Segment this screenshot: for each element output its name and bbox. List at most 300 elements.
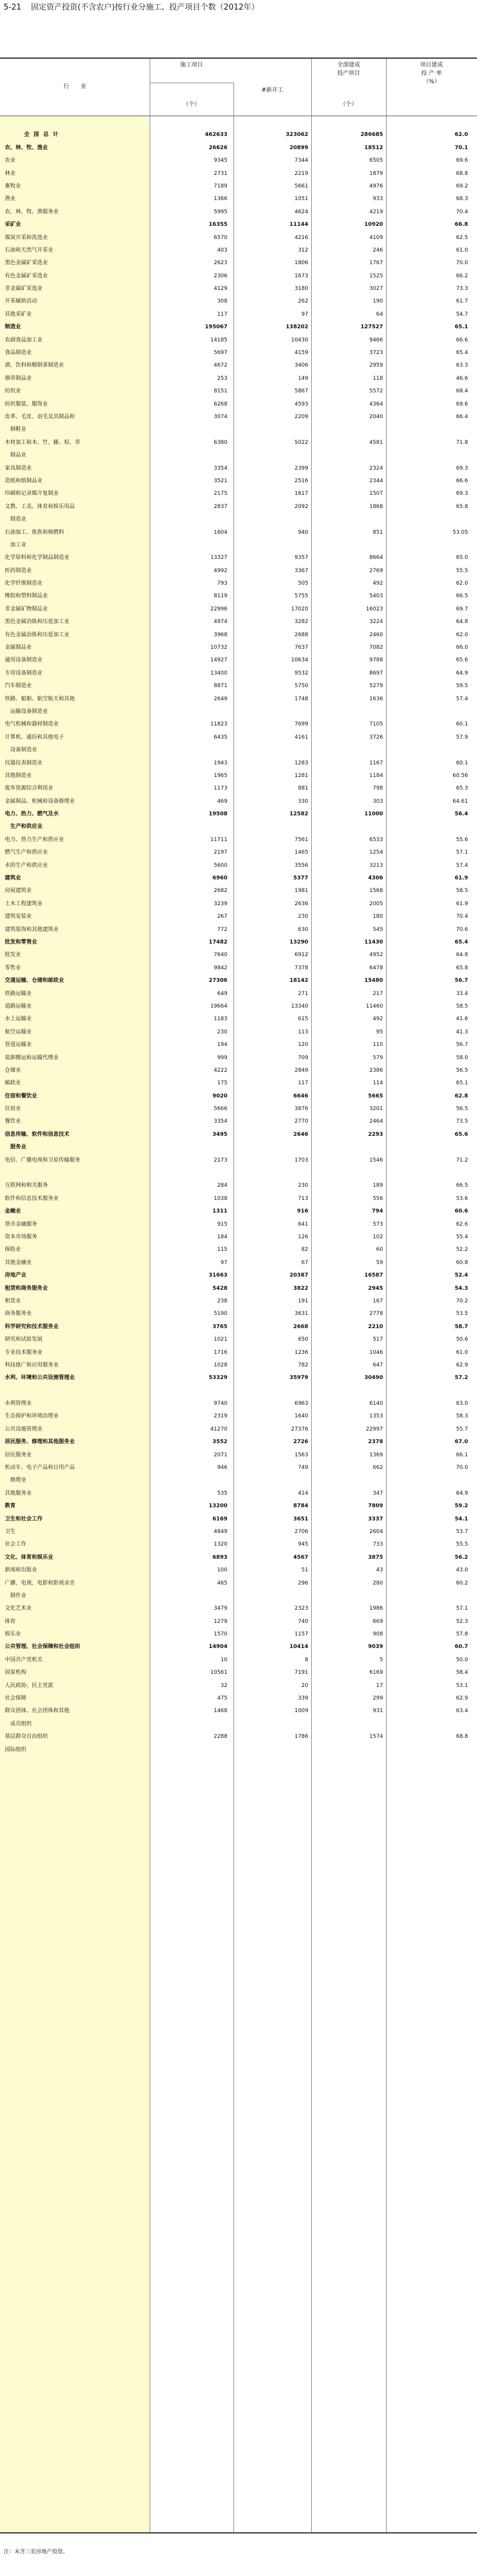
completion-rate: 58.7	[454, 1323, 468, 1330]
completion-rate: 56.4	[454, 811, 468, 818]
table-row	[0, 1628, 477, 1641]
table-row	[0, 846, 477, 859]
completed-count: 7809	[367, 1503, 383, 1510]
table-row	[0, 116, 477, 129]
table-row	[0, 1257, 477, 1269]
header-completed-line2: 投产项目	[337, 70, 360, 77]
completion-rate: 62.0	[455, 580, 468, 587]
completion-rate: 56.5	[455, 1106, 468, 1112]
completed-count: 11460	[366, 1003, 383, 1009]
construction-count: 2319	[214, 1413, 227, 1420]
construction-count: 1965	[214, 772, 227, 779]
completed-count: 1507	[369, 491, 383, 497]
construction-count: 8119	[214, 593, 227, 600]
completed-count: 1574	[369, 1734, 383, 1740]
row-label: 科技推广和应用服务业	[5, 1362, 59, 1368]
row-label: 金属制品、机械和设备修理业	[5, 798, 75, 805]
construction-count: 4849	[214, 1528, 227, 1535]
new-start-count: 749	[297, 1465, 308, 1471]
completed-count: 11000	[364, 811, 383, 818]
completion-rate: 65.8	[455, 965, 468, 971]
new-start-count: 51	[301, 1567, 308, 1574]
completion-rate: 58.5	[455, 1003, 468, 1009]
new-start-count: 8784	[293, 1503, 308, 1510]
row-label: 皮革、毛皮、羽毛及其制品和	[5, 413, 75, 420]
new-start-count: 2209	[294, 413, 308, 420]
completion-rate: 60.8	[455, 1259, 468, 1266]
table-row	[0, 1436, 477, 1449]
row-label: 制造业	[5, 324, 22, 331]
construction-count: 2682	[214, 888, 227, 894]
construction-count: 230	[217, 1029, 227, 1035]
row-label: 装卸搬运和运输代理业	[5, 1054, 59, 1061]
row-label: 燃气生产和供应业	[5, 849, 48, 856]
completed-count: 60	[376, 1247, 383, 1253]
completed-count: 4952	[369, 952, 383, 959]
table-row	[0, 1269, 477, 1282]
row-label: 资本市场服务	[5, 1233, 38, 1240]
table-row	[0, 488, 477, 500]
completed-count: 6140	[369, 1401, 383, 1407]
completed-count: 1767	[369, 260, 383, 267]
header-construction-projects: 施工项目	[180, 62, 203, 68]
table-row	[0, 1231, 477, 1244]
completion-rate: 68.4	[455, 388, 468, 395]
row-label: 货币金融服务	[5, 1221, 38, 1227]
row-label: 木材加工和木、竹、藤、棕、草	[5, 439, 81, 446]
new-start-count: 630	[297, 926, 308, 933]
construction-count: 3765	[212, 1323, 227, 1330]
new-start-count: 5377	[293, 875, 308, 882]
completed-count: 3213	[369, 862, 383, 869]
row-label: 印刷和记录媒介复制业	[5, 491, 59, 497]
completion-rate: 55.5	[455, 1541, 468, 1548]
completion-rate: 54.3	[454, 1285, 468, 1292]
row-label: 煤炭开采和洗选业	[5, 234, 48, 241]
row-label: 纺织业	[5, 388, 22, 395]
row-label: 电力、热力、燃气及水	[5, 811, 59, 818]
completion-rate: 57.2	[454, 1375, 468, 1381]
completion-rate: 73.5	[455, 1118, 468, 1125]
table-row	[0, 988, 477, 1000]
table-row	[0, 1334, 477, 1346]
construction-count: 16355	[208, 222, 227, 228]
completion-rate: 65.4	[455, 350, 468, 356]
completion-rate: 70.2	[455, 1298, 468, 1304]
table-row	[0, 1564, 477, 1577]
completion-rate: 63.3	[455, 362, 468, 369]
table-row	[0, 129, 477, 141]
table-row	[0, 1513, 477, 1526]
completed-count: 5665	[367, 1093, 383, 1099]
completion-rate: 62.0	[454, 132, 468, 138]
completed-count: 1525	[369, 273, 383, 279]
table-row	[0, 757, 477, 770]
completion-rate: 65.0	[455, 555, 468, 561]
completed-count: 9466	[369, 337, 383, 343]
table-row	[0, 449, 477, 462]
table-row	[0, 155, 477, 167]
row-label: 其他金融业	[5, 1259, 32, 1266]
table-row	[0, 1295, 477, 1308]
completed-count: 1353	[369, 1413, 383, 1420]
completion-rate: 56.7	[455, 1042, 468, 1048]
new-start-count: 1009	[294, 1708, 308, 1715]
new-start-count: 20	[301, 1682, 308, 1689]
table-number: 5-21	[4, 3, 22, 12]
construction-count: 2623	[214, 260, 227, 267]
completed-count: 1167	[369, 760, 383, 766]
construction-count: 100	[217, 1567, 227, 1574]
completed-count: 167	[372, 1298, 383, 1304]
completion-rate: 61.0	[455, 1349, 468, 1356]
table-row	[0, 513, 477, 526]
row-label: 建筑装饰和其他建筑业	[5, 926, 59, 933]
completion-rate: 41.6	[455, 1016, 468, 1023]
row-label: 信息传输、软件和信息技术	[5, 1131, 70, 1138]
table-row	[0, 527, 477, 539]
new-start-count: 13340	[291, 1003, 308, 1009]
row-label: 住宿业	[5, 1106, 22, 1112]
completed-count: 3027	[369, 286, 383, 292]
completed-count: 908	[372, 1631, 383, 1638]
construction-count: 14185	[210, 337, 227, 343]
new-start-count: 641	[297, 1221, 308, 1227]
row-label: 文化艺术业	[5, 1606, 32, 1612]
completion-rate: 64.8	[455, 952, 468, 959]
completion-rate: 65.6	[455, 657, 468, 664]
construction-count: 8151	[214, 388, 227, 395]
row-label: 金属制品业	[5, 645, 32, 651]
new-start-count: 3367	[294, 567, 308, 574]
table-row	[0, 1090, 477, 1103]
completed-count: 5279	[369, 683, 383, 690]
completion-rate: 57.1	[455, 849, 468, 856]
new-start-count: 5661	[294, 183, 308, 189]
new-start-count: 5755	[294, 593, 308, 600]
completed-count: 286685	[360, 132, 383, 138]
table-row	[0, 1052, 477, 1065]
completion-rate: 57.9	[455, 734, 468, 740]
construction-count: 253	[217, 375, 227, 382]
completed-count: 1879	[369, 170, 383, 177]
completed-count: 10920	[364, 222, 383, 228]
table-row	[0, 680, 477, 693]
completion-rate: 58.3	[455, 1413, 468, 1420]
completion-rate: 62.9	[455, 1695, 468, 1702]
completed-count: 556	[372, 1195, 383, 1202]
construction-count: 3521	[214, 477, 227, 484]
table-row	[0, 731, 477, 744]
table-row	[0, 1026, 477, 1039]
new-start-count: 4567	[293, 1554, 308, 1561]
completion-rate: 57.4	[455, 696, 468, 702]
construction-count: 2731	[214, 170, 227, 177]
row-label: 公共管理、社会保障和社会组织	[5, 1644, 81, 1650]
row-label: 铁路运输业	[5, 990, 32, 997]
construction-count: 465	[217, 1580, 227, 1586]
construction-count: 6268	[214, 401, 227, 407]
row-label: 食品制造业	[5, 350, 32, 356]
construction-count: 6380	[214, 439, 227, 446]
table-row	[0, 1462, 477, 1474]
new-start-count: 1051	[294, 196, 308, 202]
table-row	[0, 1359, 477, 1372]
table-row	[0, 1410, 477, 1423]
construction-count: 6960	[212, 875, 227, 882]
table-row	[0, 1590, 477, 1603]
new-start-count: 7378	[294, 965, 308, 971]
completion-rate: 50.6	[455, 1337, 468, 1343]
row-label: 金融业	[5, 1208, 22, 1215]
completed-count: 22997	[366, 1426, 383, 1432]
row-label: 废弃资源综合利用业	[5, 785, 54, 792]
table-row	[0, 1552, 477, 1564]
table-row	[0, 1641, 477, 1653]
completed-count: 180	[372, 914, 383, 920]
completion-rate: 53.05	[452, 529, 468, 536]
completed-count: 30490	[364, 1375, 383, 1381]
new-start-count: 3631	[294, 1311, 308, 1317]
completion-rate: 59.2	[454, 1503, 468, 1510]
table-row	[0, 1423, 477, 1436]
completed-count: 1636	[369, 696, 383, 702]
construction-count: 2649	[214, 696, 227, 702]
completed-count: 2386	[369, 1067, 383, 1074]
construction-count: 26626	[208, 144, 227, 151]
row-label: 交通运输、仓储和邮政业	[5, 978, 65, 984]
row-label: 纺织服装、服饰业	[5, 401, 48, 407]
header-industry: 行 业	[63, 83, 86, 90]
header-new-starts: #新开工	[261, 87, 284, 93]
construction-count: 3479	[214, 1606, 227, 1612]
completed-count: 5572	[369, 388, 383, 395]
row-label: 道路运输业	[5, 1003, 32, 1009]
completion-rate: 60.56	[452, 772, 468, 779]
row-label: 租赁和商务服务业	[5, 1285, 48, 1292]
row-label: 石油和天然气开采业	[5, 247, 54, 253]
table-row	[0, 424, 477, 436]
completed-count: 4976	[369, 183, 383, 189]
new-start-count: 5867	[294, 388, 308, 395]
row-label: 农、林、牧、渔服务业	[5, 208, 59, 215]
new-start-count: 35979	[289, 1375, 308, 1381]
construction-count: 946	[217, 1465, 227, 1471]
completion-rate: 63.4	[455, 1708, 468, 1715]
completed-count: 9039	[367, 1644, 383, 1650]
table-row	[0, 834, 477, 846]
completion-rate: 70.1	[454, 144, 468, 151]
completion-rate: 69.3	[455, 465, 468, 471]
completion-rate: 60.7	[454, 1644, 468, 1650]
table-row	[0, 385, 477, 398]
row-label: 水上运输业	[5, 1016, 32, 1023]
completed-count: 3723	[369, 350, 383, 356]
table-row	[0, 565, 477, 578]
row-label: 建筑业	[5, 875, 22, 882]
table-row	[0, 501, 477, 513]
table-row	[0, 706, 477, 718]
table-row	[0, 309, 477, 321]
new-start-count: 4161	[294, 734, 308, 740]
completed-count: 18512	[364, 144, 383, 151]
completion-rate: 69.2	[455, 183, 468, 189]
table-row	[0, 616, 477, 628]
row-label: 有色金属矿采选业	[5, 273, 48, 279]
new-start-count: 97	[301, 311, 308, 318]
row-label: 商务服务业	[5, 1311, 32, 1317]
completion-rate: 52.3	[455, 1618, 468, 1625]
new-start-count: 782	[297, 1362, 308, 1368]
completion-rate: 67.0	[454, 1439, 468, 1446]
row-label: 畜牧业	[5, 183, 22, 189]
completed-count: 492	[372, 580, 383, 587]
construction-count: 97	[220, 1259, 227, 1266]
completion-rate: 66.5	[455, 593, 468, 600]
completed-count: 6169	[369, 1670, 383, 1676]
new-start-count: 945	[297, 1541, 308, 1548]
header-construction-unit: （个）	[183, 101, 200, 108]
completion-rate: 57.1	[455, 1606, 468, 1612]
row-label: 开采辅助活动	[5, 298, 38, 305]
completion-rate: 68.8	[455, 1734, 468, 1740]
table-row	[0, 257, 477, 270]
completed-count: 64	[376, 311, 383, 318]
completion-rate: 61.7	[455, 298, 468, 305]
row-label: 租赁业	[5, 1298, 22, 1304]
row-label: 娱乐业	[5, 1631, 22, 1638]
row-label: 造纸和纸制品业	[5, 477, 43, 484]
construction-count: 1038	[214, 1195, 227, 1202]
new-start-count: 7344	[294, 158, 308, 164]
new-start-count: 2706	[294, 1528, 308, 1535]
construction-count: 13327	[210, 555, 227, 561]
row-label: 教育	[5, 1503, 16, 1510]
row-label: 电气机械和器材制造业	[5, 721, 59, 728]
table-row	[0, 232, 477, 244]
table-row	[0, 718, 477, 731]
table-row	[0, 1141, 477, 1154]
table-row	[0, 667, 477, 680]
row-label: 制作业	[5, 1592, 27, 1599]
construction-count: 2837	[214, 503, 227, 510]
row-label: 基层群众自治组织	[5, 1734, 48, 1740]
construction-count: 1311	[212, 1208, 227, 1215]
new-start-count: 11144	[289, 222, 308, 228]
construction-count: 3968	[214, 631, 227, 638]
row-label: 中国共产党机关	[5, 1656, 43, 1663]
table-row	[0, 347, 477, 359]
row-label: 成员组织	[5, 1721, 32, 1727]
construction-count: 1570	[214, 1631, 227, 1638]
construction-count: 10	[220, 1656, 227, 1663]
construction-count: 2197	[214, 849, 227, 856]
completed-count: 6478	[369, 965, 383, 971]
header-completed-unit: （个）	[340, 101, 357, 108]
row-label: 家具制造业	[5, 465, 32, 471]
new-start-count: 2092	[294, 503, 308, 510]
table-row	[0, 1154, 477, 1167]
row-label: 设备制造业	[5, 747, 38, 754]
new-start-count: 2688	[294, 631, 308, 638]
completed-count: 303	[372, 798, 383, 805]
new-start-count: 1281	[294, 772, 308, 779]
new-start-count: 3876	[294, 1106, 308, 1112]
new-start-count: 881	[297, 785, 308, 792]
construction-count: 6435	[214, 734, 227, 740]
row-label: 国际组织	[5, 1746, 27, 1753]
new-start-count: 2323	[294, 1606, 308, 1612]
construction-count: 32	[220, 1682, 227, 1689]
completed-count: 2778	[369, 1311, 383, 1317]
completed-count: 2040	[369, 413, 383, 420]
construction-count: 13400	[210, 670, 227, 676]
table-row	[0, 1449, 477, 1462]
new-start-count: 7637	[294, 645, 308, 651]
new-start-count: 230	[297, 1183, 308, 1189]
completion-rate: 66.6	[455, 477, 468, 484]
table-row	[0, 936, 477, 949]
table-row	[0, 244, 477, 257]
table-row	[0, 1193, 477, 1205]
completion-rate: 69.3	[455, 491, 468, 497]
construction-count: 1183	[214, 1016, 227, 1023]
table-row	[0, 1398, 477, 1410]
table-header	[0, 59, 477, 116]
new-start-count: 505	[297, 580, 308, 587]
row-label: 房屋建筑业	[5, 888, 32, 894]
completion-rate: 60.1	[455, 721, 468, 728]
completed-count: 798	[372, 785, 383, 792]
new-start-count: 2726	[293, 1439, 308, 1446]
row-label: 生态保护和环境治理业	[5, 1413, 59, 1420]
construction-count: 4672	[214, 362, 227, 369]
new-start-count: 7561	[294, 836, 308, 843]
completed-count: 4306	[367, 875, 383, 882]
new-start-count: 262	[297, 298, 308, 305]
row-label: 餐饮业	[5, 1118, 22, 1125]
row-label: 批发和零售业	[5, 939, 38, 945]
construction-count: 2175	[214, 491, 227, 497]
completed-count: 16023	[366, 606, 383, 612]
table-row	[0, 321, 477, 334]
completed-count: 95	[376, 1029, 383, 1035]
row-label: 文教、工美、体育和娱乐用品	[5, 503, 75, 510]
row-label: 管道运输业	[5, 1042, 32, 1048]
construction-count: 41270	[210, 1426, 227, 1432]
row-label: 服务业	[5, 1144, 27, 1151]
completion-rate: 57.4	[455, 862, 468, 869]
row-label: 制造业	[5, 516, 27, 523]
row-label: 橡胶和塑料制品业	[5, 593, 48, 600]
row-label: 卫生	[5, 1528, 16, 1535]
row-label: 住宿和餐饮业	[5, 1093, 38, 1099]
table-row	[0, 552, 477, 564]
completed-count: 43	[376, 1567, 383, 1574]
construction-count: 5428	[212, 1285, 227, 1292]
construction-count: 6893	[212, 1554, 227, 1561]
construction-count: 1320	[214, 1541, 227, 1548]
completion-rate: 56.2	[454, 1554, 468, 1561]
new-start-count: 1283	[294, 760, 308, 766]
new-start-count: 3556	[294, 862, 308, 869]
completion-rate: 69.6	[455, 401, 468, 407]
construction-count: 10732	[210, 645, 227, 651]
table-title	[0, 2, 477, 13]
row-label: 邮政业	[5, 1080, 22, 1087]
new-start-count: 709	[297, 1054, 308, 1061]
construction-count: 3239	[214, 900, 227, 907]
